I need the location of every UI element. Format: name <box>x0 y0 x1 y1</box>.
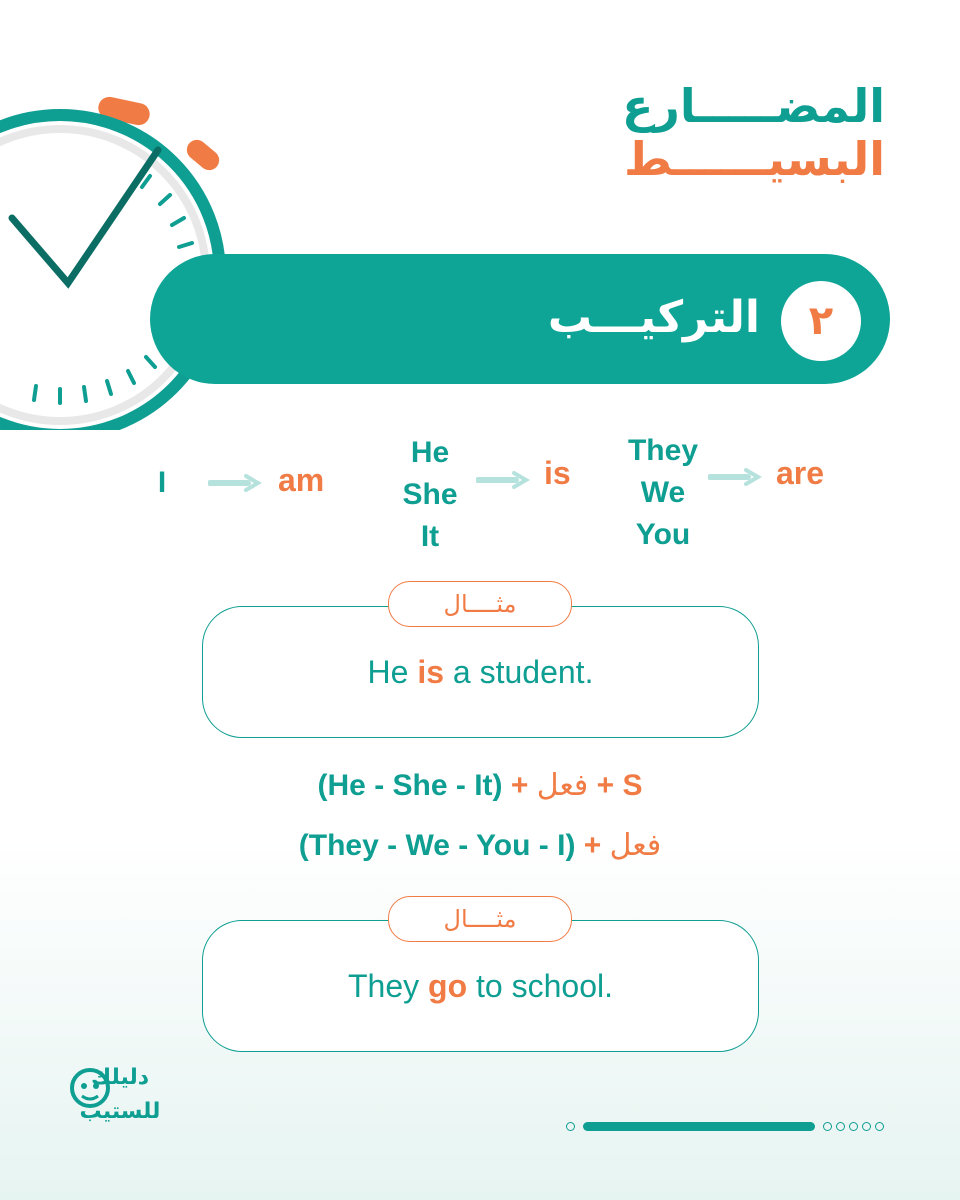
section-number-badge: ٢ <box>781 281 861 361</box>
page-dot[interactable] <box>823 1122 832 1131</box>
pronoun-group-he-she-it <box>390 432 470 558</box>
pagination <box>566 1122 884 1131</box>
title-line-1: المضـــــارع <box>622 79 885 133</box>
svg-text:للستيب: للستيب <box>79 1099 161 1124</box>
arrow-icon <box>708 468 764 486</box>
svg-text:دليلك: دليلك <box>91 1065 149 1090</box>
example-1-highlight: is <box>417 653 445 690</box>
section-title: التركيـــب <box>547 292 760 343</box>
example-1-text: He is a student. <box>367 653 594 690</box>
page-dot[interactable] <box>875 1122 884 1131</box>
pronoun-she: She <box>402 478 458 511</box>
page-title <box>622 80 885 186</box>
verb-am: am <box>278 462 325 498</box>
pronoun-group-they-we-you <box>616 430 710 556</box>
section-banner <box>150 254 890 384</box>
example-2-text: They go to school. <box>348 967 613 1004</box>
example-2-highlight: go <box>428 967 468 1004</box>
verb-are: are <box>776 455 825 491</box>
arrow-icon <box>476 471 532 489</box>
pronoun-i: I <box>157 466 167 499</box>
pronoun-we: We <box>640 476 686 509</box>
page-indicator-current <box>583 1122 815 1131</box>
pronoun-they: They <box>627 434 699 467</box>
formula-1: (He - She - It) + فعل + S <box>317 768 643 803</box>
formula-2: (They - We - You - I) + فعل <box>298 828 662 863</box>
pronoun-it: It <box>420 520 440 553</box>
example-label-1: مثــــال <box>388 581 572 627</box>
arrow-icon <box>208 474 264 492</box>
title-line-2: البسيــــــط <box>624 131 885 186</box>
page-dot[interactable] <box>836 1122 845 1131</box>
page-dot[interactable] <box>849 1122 858 1131</box>
example-label-2: مثــــال <box>388 896 572 942</box>
pronoun-he: He <box>410 436 450 469</box>
brand-logo <box>62 1052 182 1136</box>
pronoun-you: You <box>635 518 691 551</box>
page-dot[interactable] <box>862 1122 871 1131</box>
verb-is: is <box>544 455 571 491</box>
page-dot[interactable] <box>566 1122 575 1131</box>
